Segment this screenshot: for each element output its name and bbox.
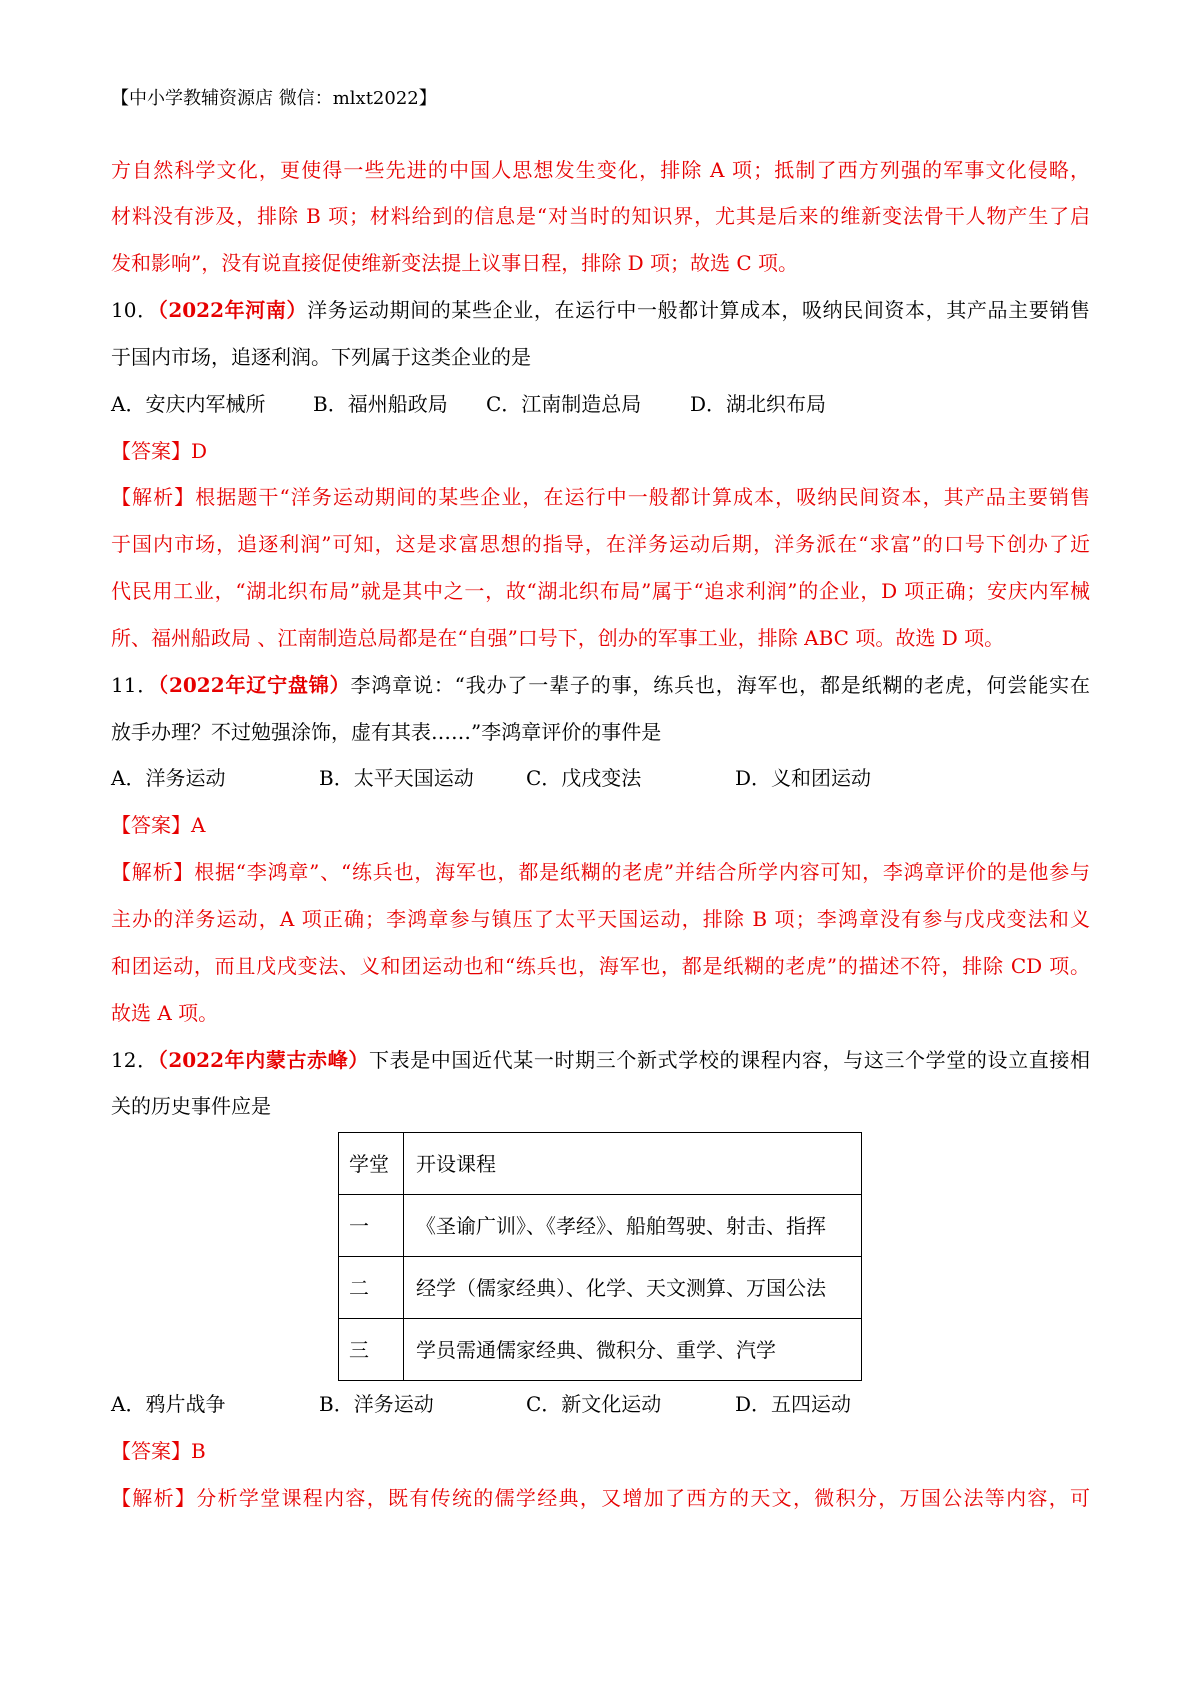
option-c: C．戊戌变法 [526, 766, 642, 791]
option-c: C．江南制造总局 [486, 391, 642, 416]
question-stem-text: 李鸿章说：“我办了一辈子的事，练兵也，海军也，都是纸糊的老虎，何尝能实在 [350, 672, 1090, 697]
question-stem-line [111, 1037, 1090, 1084]
question-10 [111, 287, 1090, 662]
question-stem-line [111, 662, 1090, 709]
answer-line [111, 802, 1090, 849]
table-row [339, 1257, 862, 1319]
question-number: 10． [111, 298, 158, 323]
option-a: A．鸦片战争 [111, 1392, 226, 1417]
table-cell: 三 [339, 1319, 404, 1381]
answer-line [111, 1428, 1090, 1475]
option-d: D．五四运动 [735, 1392, 852, 1417]
analysis-line: 于国内市场，追逐利润”可知，这是求富思想的指导，在洋务运动后期，洋务派在“求富”的口号下创办了近 [111, 532, 1090, 557]
analysis-text: 根据“李鸿章”、“练兵也，海军也，都是纸糊的老虎”并结合所学内容可知，李鸿章评价的是他参与 [194, 860, 1090, 885]
analysis-line: 故选 A 项。 [111, 1000, 219, 1025]
answer-label: 【答案】 [111, 438, 191, 463]
option-c: C．新文化运动 [526, 1392, 662, 1417]
question-11 [111, 662, 1090, 1037]
header-watermark: 【中小学教辅资源店 微信：mlxt2022】 [111, 88, 437, 109]
explanation-line: 材料没有涉及，排除 B 项；材料给到的信息是“对当时的知识界，尤其是后来的维新变法骨干人物产生了启 [111, 204, 1090, 229]
analysis-line: 代民用工业，“湖北织布局”就是其中之一，故“湖北织布局”属于“追求利润”的企业，D 项正确；安庆内军械 [111, 579, 1090, 604]
question-source: （2022年河南） [157, 298, 308, 323]
analysis-line: 主办的洋务运动，A 项正确；李鸿章参与镇压了太平天国运动，排除 B 项；李鸿章没有参与戊戌变法和义 [111, 907, 1090, 931]
analysis-label: 【解析】 [111, 860, 195, 885]
table-cell: 一 [339, 1195, 404, 1257]
table-cell: 学员需通儒家经典、微积分、重学、汽学 [404, 1319, 862, 1381]
explanation-line: 方自然科学文化，更使得一些先进的中国人思想发生变化，排除 A 项；抵制了西方列强的军事文化侵略， [111, 157, 1090, 182]
answer-label: 【答案】 [111, 1439, 191, 1464]
options-row [111, 381, 1090, 428]
question-stem-line [111, 287, 1090, 334]
analysis-line: 和团运动，而且戊戌变法、义和团运动也和“练兵也，海军也，都是纸糊的老虎”的描述不符，排除 CD 项。 [111, 953, 1090, 978]
analysis-label: 【解析】 [111, 1485, 197, 1510]
table-header-row [339, 1133, 862, 1195]
analysis-label: 【解析】 [111, 485, 196, 510]
question-stem-text: 洋务运动期间的某些企业，在运行中一般都计算成本，吸纳民间资本，其产品主要销售 [307, 298, 1090, 323]
question-stem-line: 于国内市场，追逐利润。下列属于这类企业的是 [111, 344, 531, 369]
table-cell: 《圣谕广训》、《孝经》、船舶驾驶、射击、指挥 [404, 1195, 862, 1257]
question-stem-text: 下表是中国近代某一时期三个新式学校的课程内容，与这三个学堂的设立直接相 [368, 1047, 1090, 1072]
analysis-line [111, 474, 1090, 521]
answer-value: A [191, 813, 206, 838]
analysis-text: 分析学堂课程内容，既有传统的儒学经典，又增加了西方的天文，微积分，万国公法等内容，可 [196, 1485, 1090, 1510]
option-d: D．湖北织布局 [690, 391, 827, 416]
options-row [111, 1381, 1090, 1428]
table-row [339, 1319, 862, 1381]
option-a: A．洋务运动 [111, 766, 226, 791]
table-cell: 二 [339, 1257, 404, 1319]
question-source: （2022年内蒙古赤峰） [157, 1047, 369, 1072]
analysis-text: 根据题干“洋务运动期间的某些企业，在运行中一般都计算成本，吸纳民间资本，其产品主要销售 [195, 485, 1090, 510]
analysis-line [111, 1475, 1090, 1522]
question-stem-line: 放手办理？不过勉强涂饰，虚有其表……”李鸿章评价的事件是 [111, 719, 662, 744]
answer-label: 【答案】 [111, 813, 191, 838]
explanation-line: 发和影响”，没有说直接促使维新变法提上议事日程，排除 D 项；故选 C 项。 [111, 251, 798, 276]
option-b: B．太平天国运动 [319, 766, 474, 791]
option-a: A．安庆内军械所 [111, 391, 266, 416]
table-header-cell: 学堂 [339, 1133, 404, 1195]
option-b: B．洋务运动 [319, 1392, 434, 1417]
option-d: D．义和团运动 [735, 766, 872, 791]
option-b: B．福州船政局 [313, 391, 448, 416]
answer-value: D [191, 438, 208, 463]
analysis-line [111, 849, 1090, 896]
question-source: （2022年辽宁盘锦） [158, 672, 351, 697]
question-number: 12． [111, 1047, 158, 1072]
course-table [338, 1132, 862, 1381]
question-stem-line: 关的历史事件应是 [111, 1094, 271, 1119]
table-row [339, 1195, 862, 1257]
page-content [111, 147, 1090, 1522]
options-row [111, 755, 1090, 802]
answer-line [111, 428, 1090, 475]
question-number: 11． [111, 672, 159, 697]
analysis-line: 所、福州船政局 、江南制造总局都是在“自强”口号下，创办的军事工业，排除 ABC 项。故选 D 项。 [111, 625, 1005, 650]
table-cell: 经学（儒家经典）、化学、天文测算、万国公法 [404, 1257, 862, 1319]
table-header-cell: 开设课程 [404, 1133, 862, 1195]
answer-value: B [191, 1439, 206, 1464]
question-12 [111, 1037, 1090, 1522]
